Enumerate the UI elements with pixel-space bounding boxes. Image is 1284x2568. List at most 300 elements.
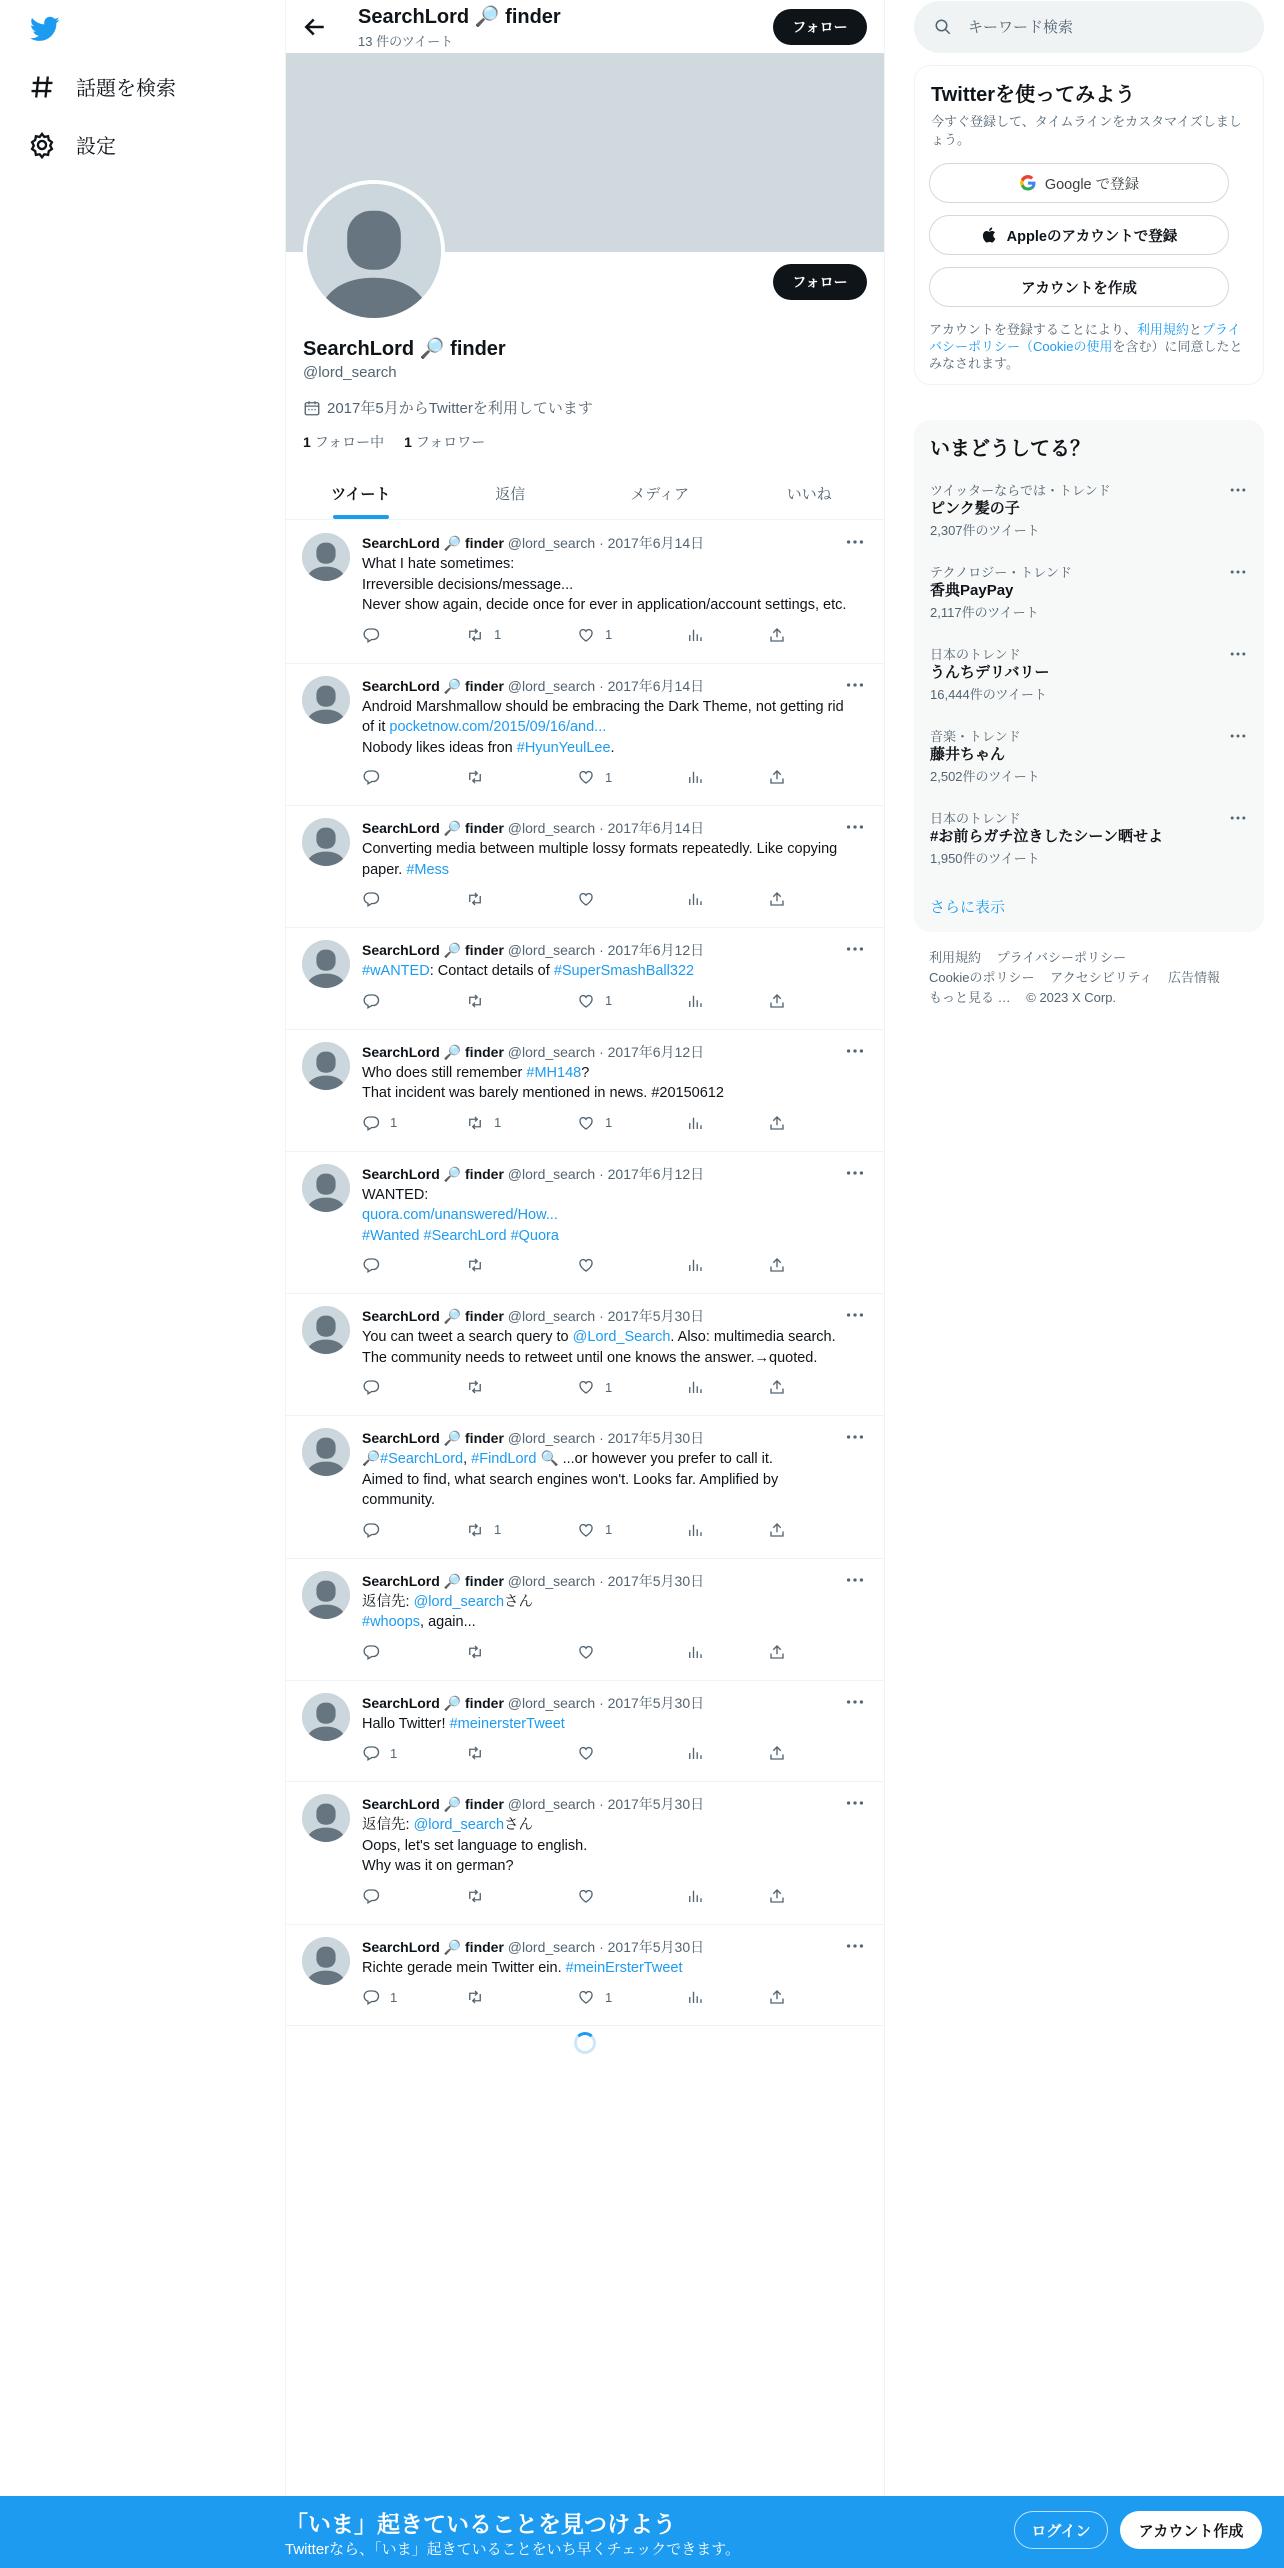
footer-link-more[interactable]: もっと見る … xyxy=(929,990,1011,1005)
following-link[interactable] xyxy=(303,432,384,452)
tweet-link[interactable]: #SuperSmashBall322 xyxy=(553,963,695,979)
reply-icon xyxy=(362,626,380,644)
tweet-avatar[interactable] xyxy=(302,1937,350,1985)
tweet-avatar[interactable] xyxy=(302,533,350,581)
share-icon xyxy=(768,1887,786,1905)
share-icon xyxy=(768,992,786,1010)
back-arrow-icon[interactable] xyxy=(300,12,330,42)
tweet[interactable] xyxy=(286,664,884,807)
retweet-button[interactable] xyxy=(466,1378,494,1396)
header-title: SearchLord 🔎 finder xyxy=(358,6,561,28)
footer-link-accessibility[interactable]: アクセシビリティ xyxy=(1050,970,1153,985)
tweet-author-handle[interactable]: @lord_search xyxy=(507,1694,596,1711)
tweet-link[interactable]: 🔎#SearchLord xyxy=(362,1451,464,1467)
tweet-author-handle[interactable]: @lord_search xyxy=(507,942,596,958)
tweet-date[interactable]: 2017年5月30日 xyxy=(607,1430,705,1446)
tweet-date[interactable]: 2017年6月12日 xyxy=(607,942,705,958)
reply-button[interactable] xyxy=(362,1643,390,1661)
trend-name: 藤井ちゃん xyxy=(930,746,1006,763)
tweet-text: さん xyxy=(504,1817,534,1833)
tweet-text: 返信先: xyxy=(362,1817,414,1833)
tweet-date[interactable]: 2017年5月30日 xyxy=(607,1572,705,1589)
tweet-author-name[interactable]: SearchLord 🔎 finder xyxy=(362,820,504,836)
tweet-author-name[interactable]: SearchLord 🔎 finder xyxy=(362,1043,504,1060)
trends-title: いまどうしてる？ xyxy=(930,438,1090,460)
heart-icon xyxy=(577,768,595,786)
tweet-text: Irreversible decisions/message... xyxy=(362,576,574,593)
views-button[interactable] xyxy=(686,768,704,786)
tweet-actions xyxy=(362,992,792,1012)
more-icon[interactable] xyxy=(1228,644,1248,664)
tweet-avatar[interactable] xyxy=(302,940,350,988)
tweet-author-name[interactable]: SearchLord 🔎 finder xyxy=(362,1694,504,1711)
tweet-actions xyxy=(362,1988,792,2008)
share-button[interactable] xyxy=(768,992,786,1010)
more-icon[interactable] xyxy=(844,1426,866,1448)
reply-button[interactable] xyxy=(362,1744,397,1762)
tweet-avatar[interactable] xyxy=(302,1306,350,1354)
tweet[interactable] xyxy=(286,1152,884,1295)
more-icon[interactable] xyxy=(844,1040,866,1062)
tweet-link[interactable]: #whoops xyxy=(362,1614,421,1630)
tweet-author-name[interactable]: SearchLord 🔎 finder xyxy=(362,1572,504,1589)
share-button[interactable] xyxy=(768,626,786,644)
more-icon[interactable] xyxy=(844,1935,866,1957)
tweet-text: Nobody likes ideas fron xyxy=(362,739,517,756)
views-button[interactable] xyxy=(686,1744,704,1762)
google-signup-button[interactable] xyxy=(929,163,1229,203)
tweet-link[interactable]: @lord_search xyxy=(413,1593,505,1610)
tweet-avatar[interactable] xyxy=(302,1042,350,1090)
profile-joined xyxy=(303,397,593,418)
tab-likes[interactable]: いいね xyxy=(786,485,832,503)
signup-terms xyxy=(929,321,1249,372)
tweet-actions xyxy=(362,1114,792,1134)
tab-tweets[interactable]: ツイート xyxy=(286,467,436,519)
tweet-author-handle[interactable]: @lord_search xyxy=(507,1308,596,1324)
heart-icon xyxy=(577,1643,595,1661)
tweet-date[interactable]: 2017年6月12日 xyxy=(607,1165,705,1182)
tweet-author-name[interactable]: SearchLord 🔎 finder xyxy=(362,1938,504,1955)
followers-label: フォロワー xyxy=(415,434,486,450)
tweet-date[interactable]: 2017年6月14日 xyxy=(607,677,705,694)
terms-of-service-link[interactable]: 利用規約 xyxy=(1136,322,1189,337)
tweet-actions xyxy=(362,1744,792,1764)
reply-icon xyxy=(362,1988,380,2006)
reply-count: 1 xyxy=(390,1115,398,1130)
views-button[interactable] xyxy=(686,1114,704,1132)
tweet[interactable] xyxy=(286,1416,884,1559)
more-icon[interactable] xyxy=(1228,480,1248,500)
retweet-icon xyxy=(466,1378,484,1396)
more-icon[interactable] xyxy=(844,938,866,960)
reply-button[interactable] xyxy=(362,890,390,908)
profile-avatar[interactable] xyxy=(303,180,445,322)
retweet-count: 1 xyxy=(494,627,502,642)
retweet-count: 1 xyxy=(494,1522,502,1537)
retweet-button[interactable] xyxy=(466,1256,494,1274)
tweet[interactable] xyxy=(286,1681,884,1783)
followers-count: 1 xyxy=(404,434,412,450)
views-button[interactable] xyxy=(686,1256,704,1274)
reply-icon xyxy=(362,768,380,786)
default-avatar-icon xyxy=(302,1571,350,1619)
share-button[interactable] xyxy=(768,890,786,908)
retweet-button[interactable] xyxy=(466,768,494,786)
trend-category: 日本のトレンド xyxy=(930,811,1021,826)
share-icon xyxy=(768,1256,786,1274)
views-button[interactable] xyxy=(686,992,704,1010)
heart-icon xyxy=(577,890,595,908)
show-more-link[interactable]: さらに表示 xyxy=(930,899,1006,916)
like-button[interactable] xyxy=(577,1378,612,1396)
tweet-actions xyxy=(362,1256,792,1276)
retweet-button[interactable] xyxy=(466,1744,494,1762)
retweet-button[interactable] xyxy=(466,1114,501,1132)
apple-icon xyxy=(981,226,999,244)
retweet-button[interactable] xyxy=(466,1521,501,1539)
terms-text-c: を含む）に同意したとみなされます。 xyxy=(929,339,1243,371)
reply-button[interactable] xyxy=(362,768,390,786)
search-box[interactable] xyxy=(914,1,1264,53)
tweet-avatar[interactable] xyxy=(302,676,350,724)
search-input[interactable] xyxy=(968,19,1228,36)
share-button[interactable] xyxy=(768,1256,786,1274)
trend-name: #お前らガチ泣きしたシーン晒せよ xyxy=(930,828,1164,845)
more-icon[interactable] xyxy=(844,1162,866,1184)
tweet-author-handle[interactable]: @lord_search xyxy=(507,1165,596,1182)
tweet-text: Why was it on german? xyxy=(362,1858,514,1874)
calendar-icon xyxy=(303,399,321,417)
views-button[interactable] xyxy=(686,1521,704,1539)
tweet-author-handle[interactable]: @lord_search xyxy=(507,535,596,551)
share-icon xyxy=(768,626,786,644)
like-button[interactable] xyxy=(577,1744,605,1762)
tweet-link[interactable]: #HyunYeulLee xyxy=(516,739,611,756)
tweet-avatar[interactable] xyxy=(302,818,350,866)
like-button[interactable] xyxy=(577,768,612,786)
reply-button[interactable] xyxy=(362,1988,397,2006)
tweet-link[interactable]: #meinersterTweet xyxy=(449,1715,565,1732)
tweet-line xyxy=(362,1612,870,1633)
tweet-dot: · xyxy=(599,1938,604,1955)
tweet-author-name[interactable]: SearchLord 🔎 finder xyxy=(362,1165,504,1182)
tweet-header xyxy=(362,818,704,838)
profile-follow-button[interactable]: フォロー xyxy=(773,264,867,300)
tweet-link[interactable]: @Lord_Search xyxy=(572,1329,671,1345)
tweet-link[interactable]: @lord_search xyxy=(413,1817,505,1833)
tweet[interactable] xyxy=(286,806,884,928)
more-icon[interactable] xyxy=(844,1569,866,1591)
share-button[interactable] xyxy=(768,1114,786,1132)
like-button[interactable] xyxy=(577,1988,612,2006)
tweet-text: Never show again, decide once for ever in application/account settings, etc. xyxy=(362,597,847,613)
followers-link[interactable] xyxy=(404,432,485,452)
share-icon xyxy=(768,1114,786,1132)
reply-icon xyxy=(362,1744,380,1762)
default-avatar-icon xyxy=(302,818,350,866)
trend-category: テクノロジー・トレンド xyxy=(930,565,1072,580)
profile-tabs xyxy=(286,467,884,520)
signup-button[interactable]: アカウント作成 xyxy=(1120,2511,1262,2549)
tweet-link[interactable]: #meinErsterTweet xyxy=(565,1959,683,1976)
tweet-text: You can tweet a search query to xyxy=(362,1329,573,1345)
share-button[interactable] xyxy=(768,1378,786,1396)
tweet-text: Hallo Twitter! xyxy=(362,1715,450,1732)
tweet-author-handle[interactable]: @lord_search xyxy=(507,1430,596,1446)
tweet-avatar[interactable] xyxy=(302,1693,350,1741)
like-button[interactable] xyxy=(577,1887,605,1905)
tweet-author-name[interactable]: SearchLord 🔎 finder xyxy=(362,677,504,694)
share-icon xyxy=(768,1988,786,2006)
tweet-text: , xyxy=(463,1451,472,1467)
views-button[interactable] xyxy=(686,1988,704,2006)
tweet-date[interactable]: 2017年6月12日 xyxy=(607,1043,705,1060)
tweet-date[interactable]: 2017年5月30日 xyxy=(607,1796,705,1812)
default-avatar-icon xyxy=(302,1306,350,1354)
retweet-button[interactable] xyxy=(466,1887,494,1905)
heart-icon xyxy=(577,626,595,644)
tweet-text: : Contact details of xyxy=(429,963,554,979)
tweet[interactable] xyxy=(286,1294,884,1416)
tweet-avatar[interactable] xyxy=(302,1794,350,1842)
tweet-text: paper. xyxy=(362,861,407,878)
tweet-author-handle[interactable]: @lord_search xyxy=(507,677,596,694)
bottom-bar-subtitle: Twitterなら、「いま」起きていることをいち早くチェックできます。 xyxy=(285,2541,741,2558)
tweet-author-handle[interactable]: @lord_search xyxy=(507,1043,596,1060)
tweet-header xyxy=(362,533,704,553)
views-button[interactable] xyxy=(686,1378,704,1396)
tweet-text: Richte gerade mein Twitter ein. xyxy=(362,1959,566,1976)
views-button[interactable] xyxy=(686,1643,704,1661)
trend-item[interactable] xyxy=(914,644,1264,726)
tweet-line xyxy=(362,1083,870,1104)
tweet-dot: · xyxy=(599,1430,604,1446)
header-follow-button[interactable]: フォロー xyxy=(773,9,867,45)
views-icon xyxy=(686,992,704,1010)
more-icon[interactable] xyxy=(1228,808,1248,828)
profile-handle: @lord_search xyxy=(303,364,397,381)
tweet-actions xyxy=(362,1521,792,1541)
trend-item[interactable] xyxy=(914,562,1264,644)
tweet[interactable] xyxy=(286,1782,884,1925)
footer-link-terms[interactable]: 利用規約 xyxy=(929,950,982,965)
footer-link-cookies[interactable]: Cookieのポリシー xyxy=(929,970,1035,985)
tweet-line xyxy=(362,697,870,718)
more-icon[interactable] xyxy=(844,1691,866,1713)
nav-explore-label: 話題を検索 xyxy=(76,78,176,100)
like-button[interactable] xyxy=(577,626,612,644)
tweet-text: community. xyxy=(362,1492,436,1508)
footer-link-privacy[interactable]: プライバシーポリシー xyxy=(996,950,1126,965)
tweet-link[interactable]: #FindLord xyxy=(471,1451,537,1467)
tweet-text: The community needs to retweet until one knows the answer.→quoted. xyxy=(362,1349,818,1366)
trend-item[interactable] xyxy=(914,480,1264,562)
reply-button[interactable] xyxy=(362,626,390,644)
reply-button[interactable] xyxy=(362,1521,390,1539)
google-icon xyxy=(1019,174,1037,192)
tweet-body xyxy=(362,1592,870,1633)
tweet-text: 🔍 ...or however you prefer to call it. xyxy=(536,1451,773,1467)
nav-explore[interactable] xyxy=(28,72,176,101)
tweet-author-name[interactable]: SearchLord 🔎 finder xyxy=(362,1796,504,1812)
tweet-dot: · xyxy=(599,1796,604,1812)
tweet[interactable] xyxy=(286,1559,884,1681)
tweet-text: さん xyxy=(504,1593,534,1610)
tweet-text: That incident was barely mentioned in news. #20150612 xyxy=(362,1085,724,1101)
privacy-policy-link[interactable]: プライバシーポリシー（Cookieの使用 xyxy=(929,322,1241,354)
tweet-line xyxy=(362,1470,870,1491)
share-button[interactable] xyxy=(768,1521,786,1539)
more-icon[interactable] xyxy=(1228,562,1248,582)
twitter-bird-icon[interactable] xyxy=(28,14,62,44)
tweet-header xyxy=(362,1794,704,1814)
share-button[interactable] xyxy=(768,1887,786,1905)
tweet-text: Android Marshmallow should be embracing the Dark Theme, not getting rid xyxy=(362,698,844,715)
tweet-author-handle[interactable]: @lord_search xyxy=(507,820,596,836)
more-icon[interactable] xyxy=(844,816,866,838)
reply-button[interactable] xyxy=(362,1114,397,1132)
tweet-line xyxy=(362,1714,870,1735)
tweet-header xyxy=(362,1164,704,1184)
more-icon[interactable] xyxy=(844,1792,866,1814)
views-icon xyxy=(686,1521,704,1539)
tweet-actions xyxy=(362,890,792,910)
like-count: 1 xyxy=(605,1522,613,1537)
tweet-link[interactable]: quora.com/unanswered/How... xyxy=(362,1207,558,1223)
views-button[interactable] xyxy=(686,626,704,644)
like-count: 1 xyxy=(605,1115,613,1130)
share-button[interactable] xyxy=(768,1744,786,1762)
tweet[interactable] xyxy=(286,1925,884,2027)
tweet-link[interactable]: #Wanted #SearchLord #Quora xyxy=(362,1227,559,1244)
tweet-author-name[interactable]: SearchLord 🔎 finder xyxy=(362,1308,504,1324)
trend-item[interactable] xyxy=(914,808,1264,890)
reply-button[interactable] xyxy=(362,1887,390,1905)
tweet-author-name[interactable]: SearchLord 🔎 finder xyxy=(362,535,504,551)
tweet-header xyxy=(362,1571,704,1591)
like-button[interactable] xyxy=(577,1521,612,1539)
tab-media[interactable]: メディア xyxy=(630,485,690,503)
tweet-line xyxy=(362,1327,870,1348)
tweet-date[interactable]: 2017年6月14日 xyxy=(607,820,705,836)
nav-settings[interactable] xyxy=(28,130,116,159)
default-avatar-icon xyxy=(302,940,350,988)
heart-icon xyxy=(577,1521,595,1539)
views-icon xyxy=(686,1643,704,1661)
tweet-line xyxy=(362,1348,870,1369)
like-button[interactable] xyxy=(577,1643,605,1661)
tweet-text: What I hate sometimes: xyxy=(362,556,515,572)
tweet-line xyxy=(362,595,870,616)
like-button[interactable] xyxy=(577,1256,605,1274)
tweet[interactable] xyxy=(286,521,884,664)
create-account-button[interactable]: アカウントを作成 xyxy=(929,267,1229,307)
tweet-header xyxy=(362,676,704,696)
like-button[interactable] xyxy=(577,890,605,908)
more-icon[interactable] xyxy=(1228,726,1248,746)
retweet-button[interactable] xyxy=(466,992,494,1010)
trend-count: 1,950件のツイート xyxy=(930,851,1040,866)
reply-button[interactable] xyxy=(362,1378,390,1396)
reply-icon xyxy=(362,890,380,908)
reply-button[interactable] xyxy=(362,1256,390,1274)
more-icon[interactable] xyxy=(844,674,866,696)
tweet-date[interactable]: 2017年5月30日 xyxy=(607,1938,705,1955)
tweet-author-name[interactable]: SearchLord 🔎 finder xyxy=(362,1430,504,1446)
reply-icon xyxy=(362,1256,380,1274)
retweet-button[interactable] xyxy=(466,626,501,644)
trends-panel xyxy=(914,420,1264,932)
retweet-button[interactable] xyxy=(466,1988,494,2006)
tweet-body xyxy=(362,1714,870,1735)
retweet-button[interactable] xyxy=(466,890,494,908)
tweet-date[interactable]: 2017年5月30日 xyxy=(607,1308,705,1324)
tweet-date[interactable]: 2017年6月14日 xyxy=(607,535,705,551)
tweet-author-handle[interactable]: @lord_search xyxy=(507,1796,596,1812)
heart-icon xyxy=(577,1114,595,1132)
share-button[interactable] xyxy=(768,1988,786,2006)
tweet-header xyxy=(362,1937,704,1957)
tweet-body xyxy=(362,1327,870,1368)
tweet-author-handle[interactable]: @lord_search xyxy=(507,1572,596,1589)
like-button[interactable] xyxy=(577,1114,612,1132)
share-icon xyxy=(768,1744,786,1762)
login-button[interactable]: ログイン xyxy=(1014,2511,1108,2549)
tweet[interactable] xyxy=(286,1030,884,1152)
trend-item[interactable] xyxy=(914,726,1264,808)
tweet-link[interactable]: #Mess xyxy=(406,861,450,878)
reply-button[interactable] xyxy=(362,992,390,1010)
apple-signup-button[interactable] xyxy=(929,215,1229,255)
tweet-link[interactable]: pocketnow.com/2015/09/16/and... xyxy=(389,719,607,735)
tweet-line xyxy=(362,1226,870,1247)
reply-icon xyxy=(362,1643,380,1661)
views-icon xyxy=(686,768,704,786)
like-button[interactable] xyxy=(577,992,612,1010)
tweet-avatar[interactable] xyxy=(302,1428,350,1476)
default-avatar-icon xyxy=(302,1937,350,1985)
tweet-link[interactable]: #MH148 xyxy=(526,1064,582,1081)
tweet-avatar[interactable] xyxy=(302,1571,350,1619)
tweet-date[interactable]: 2017年5月30日 xyxy=(607,1694,705,1711)
like-count: 1 xyxy=(605,627,613,642)
footer-link-ads[interactable]: 広告情報 xyxy=(1168,970,1221,985)
share-button[interactable] xyxy=(768,768,786,786)
tweet-avatar[interactable] xyxy=(302,1164,350,1212)
tweet-link[interactable]: #wANTED xyxy=(362,963,430,979)
tweet-actions xyxy=(362,1378,792,1398)
tab-replies[interactable]: 返信 xyxy=(495,485,526,503)
share-button[interactable] xyxy=(768,1643,786,1661)
reply-icon xyxy=(362,1114,380,1132)
tweet-author-name[interactable]: SearchLord 🔎 finder xyxy=(362,942,504,958)
more-icon[interactable] xyxy=(844,1304,866,1326)
views-button[interactable] xyxy=(686,1887,704,1905)
more-icon[interactable] xyxy=(844,531,866,553)
retweet-icon xyxy=(466,1887,484,1905)
tweet-body xyxy=(362,1185,870,1247)
reply-count: 1 xyxy=(390,1989,398,2005)
tweet-author-handle[interactable]: @lord_search xyxy=(507,1938,596,1955)
default-avatar-icon xyxy=(307,184,441,318)
views-button[interactable] xyxy=(686,890,704,908)
reply-icon xyxy=(362,992,380,1010)
tweet[interactable] xyxy=(286,928,884,1030)
views-icon xyxy=(686,1887,704,1905)
retweet-button[interactable] xyxy=(466,1643,494,1661)
retweet-count: 1 xyxy=(494,1115,502,1130)
